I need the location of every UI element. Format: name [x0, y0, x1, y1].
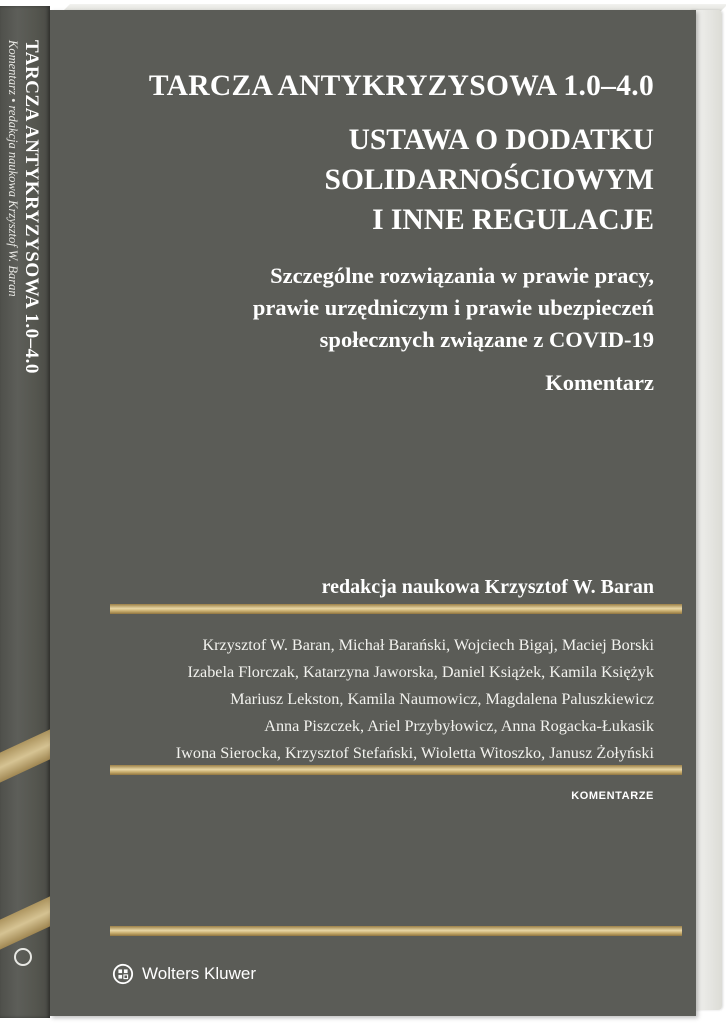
second-title: [325, 120, 654, 240]
authors-line: Iwona Sierocka, Krzysztof Stefański, Wioletta Witoszko, Janusz Żołyński: [175, 744, 654, 762]
gold-divider: [110, 926, 682, 936]
spine-gold-band: [0, 896, 50, 949]
wolters-kluwer-logo-icon: [112, 963, 134, 985]
front-cover: [50, 10, 696, 1016]
series-label: KOMENTARZE: [571, 790, 654, 802]
authors-line: Izabela Florczak, Katarzyna Jaworska, Daniel Książek, Kamila Księżyk: [187, 663, 654, 681]
spine-title: TARCZA ANTYKRYZYSOWA 1.0–4.0: [21, 40, 42, 374]
authors-list: [176, 632, 654, 767]
genre-label: Komentarz: [545, 370, 654, 395]
subtitle: [253, 260, 654, 356]
authors-line: Anna Piszczek, Ariel Przybyłowicz, Anna Rogacka-Łukasik: [264, 717, 654, 735]
gold-divider: [110, 765, 682, 775]
main-title: TARCZA ANTYKRYZYSOWA 1.0–4.0: [148, 70, 654, 102]
subtitle-line: Szczególne rozwiązania w prawie pracy,: [270, 263, 654, 288]
spine-text: [0, 40, 50, 660]
subtitle-line: społecznych związane z COVID-19: [319, 327, 654, 352]
second-title-line: I INNE REGULACJE: [372, 204, 654, 236]
spine-gold-band: [0, 729, 50, 782]
second-title-line: SOLIDARNOŚCIOWYM: [324, 164, 654, 196]
publisher-name: Wolters Kluwer: [142, 964, 256, 983]
gold-divider: [110, 604, 682, 614]
second-title-line: USTAWA O DODATKU: [348, 124, 654, 156]
spine-logo-icon: [14, 948, 32, 966]
authors-line: Mariusz Lekston, Kamila Naumowicz, Magdalena Paluszkiewicz: [230, 690, 654, 708]
spine-subtitle: Komentarz • redakcja naukowa Krzysztof W. Baran: [6, 40, 20, 297]
authors-line: Krzysztof W. Baran, Michał Barański, Wojciech Bigaj, Maciej Borski: [202, 636, 654, 654]
editor-line: redakcja naukowa Krzysztof W. Baran: [321, 576, 654, 598]
publisher-logo: [112, 960, 256, 988]
subtitle-line: prawie urzędniczym i prawie ubezpieczeń: [252, 295, 654, 320]
